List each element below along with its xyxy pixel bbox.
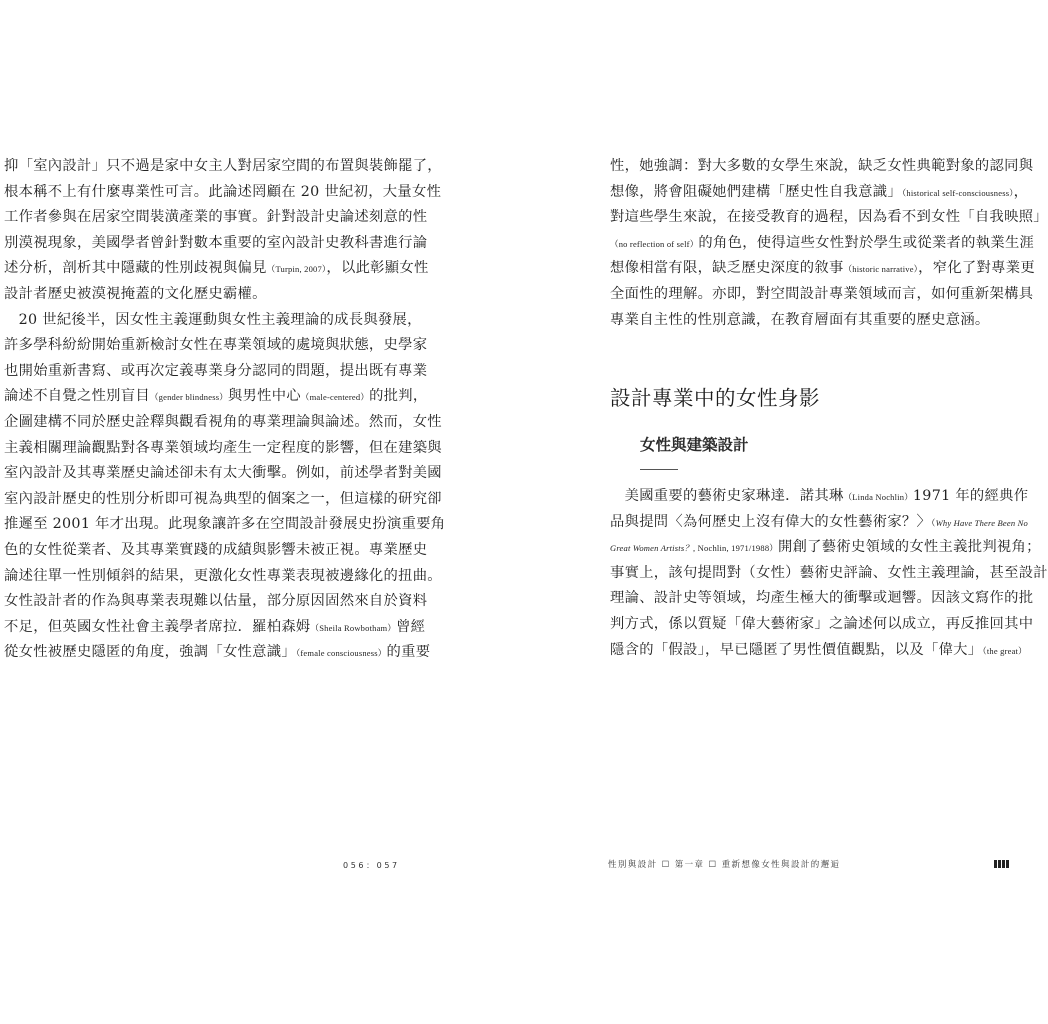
text-line <box>610 231 1035 257</box>
english-term: （no reflection of self） <box>610 238 699 249</box>
english-term: （Sheila Rowbotham） <box>310 622 397 633</box>
text-run: 開創了藝術史領域的女性主義批判視角； <box>777 539 1041 556</box>
english-term: （female consciousness） <box>295 648 387 659</box>
right-body-text-top <box>610 154 1048 333</box>
text-line <box>610 484 1048 510</box>
text-run: ，以此彰顯女性 <box>326 260 429 277</box>
text-line: 專業自主性的性別意識，在教育層面有其重要的歷史意涵。 <box>610 311 990 328</box>
text-line: 根本稱不上有什麼專業性可言。此論述罔顧在 20 世紀初，大量女性 <box>4 183 442 200</box>
english-term: （male-centered） <box>300 392 370 403</box>
text-line: 別漠視現象，美國學者曾針對數本重要的室內設計史教科書進行論 <box>4 234 428 251</box>
text-line <box>610 535 1048 561</box>
sub-title: 女性與建築設計 <box>640 436 749 454</box>
text-run: 想像，將會阻礙她們建構「歷史性自我意識」 <box>610 183 902 200</box>
english-term: （Linda Nochlin） <box>843 492 913 502</box>
text-line <box>4 256 429 282</box>
page-number: 056：057 <box>343 861 400 870</box>
subtitle-rule <box>640 469 678 470</box>
section-title: 設計專業中的女性身影 <box>610 386 820 410</box>
text-run: 品與提問〈為何歷史上沒有偉大的女性藝術家？〉 <box>610 513 932 530</box>
left-body-text <box>4 154 446 666</box>
english-term: （the great） <box>982 645 1027 656</box>
text-line: 許多學科紛紛開始重新檢討女性在專業領域的處境與狀態，史學家 <box>4 337 428 354</box>
text-line: 對這些學生來說，在接受教育的過程，因為看不到女性「自我映照」 <box>610 209 1048 226</box>
english-term: （gender blindness） <box>149 392 228 403</box>
citation-title: Why Have There Been No <box>935 517 1028 528</box>
text-run: 1971 年的經典作 <box>912 488 1029 504</box>
text-line: 也開始重新書寫、或再次定義專業身分認同的問題，提出既有專業 <box>4 362 428 379</box>
english-term: （historical self-consciousness） <box>901 187 1014 198</box>
text-line: 抑「室內設計」只不過是家中女主人對居家空間的布置與裝飾罷了， <box>4 158 442 174</box>
citation: （Turpin, 2007） <box>266 264 327 275</box>
text-run: 的角色，使得這些女性對於學生或從業者的執業生涯 <box>698 234 1035 251</box>
text-line <box>4 384 428 410</box>
text-line <box>610 256 1035 282</box>
text-line: 推遲至 2001 年才出現。此現象讓許多在空間設計發展史扮演重要角 <box>4 516 446 533</box>
text-line: 全面性的理解。亦即，對空間設計專業領域而言，如何重新架構具 <box>610 285 1034 302</box>
text-line: 20 世紀後半，因女性主義運動與女性主義理論的成長與發展， <box>4 311 422 328</box>
right-body-text-bottom <box>610 484 1048 663</box>
text-line: 女性設計者的作為與專業表現難以估量，部分原因固然來自於資料 <box>4 593 428 610</box>
text-run: 想像相當有限，缺乏歷史深度的敘事 <box>610 260 844 277</box>
text-line: 工作者參與在居家空間裝潢產業的事實。針對設計史論述刻意的性 <box>4 209 428 226</box>
text-run: 的重要 <box>386 644 431 661</box>
text-run: 美國重要的藝術史家琳達．諾其琳 <box>610 488 844 504</box>
text-line: 室內設計及其專業歷史論述卻未有太大衝擊。例如，前述學者對美國 <box>4 465 442 482</box>
text-run: 論述不自覺之性別盲目 <box>4 388 150 405</box>
text-line: 室內設計歷史的性別分析即可視為典型的個案之一，但這樣的研究卻 <box>4 490 442 507</box>
text-run: 隱含的「假設」，早已隱匿了男性價值觀點，以及「偉大」 <box>610 641 983 658</box>
text-line: 性，她強調：對大多數的女學生來說，缺乏女性典範對象的認同與 <box>610 158 1034 174</box>
citation: （ <box>931 517 936 528</box>
text-line: 主義相關理論觀點對各專業領域均產生一定程度的影響，但在建築與 <box>4 439 442 456</box>
text-line: 企圖建構不同於歷史詮釋與觀看視角的專業理論與論述。然而，女性 <box>4 413 442 430</box>
text-line: 設計者歷史被漠視掩蓋的文化歷史霸權。 <box>4 285 267 302</box>
text-line <box>610 638 1048 664</box>
text-run: 從女性被歷史隱匿的角度，強調「女性意識」 <box>4 644 296 661</box>
text-line <box>610 510 1048 536</box>
text-line <box>610 180 1029 206</box>
text-line: 理論、設計史等領域，均產生極大的衝擊或迴響。因該文寫作的批 <box>610 590 1034 607</box>
english-term: （historic narrative） <box>843 264 919 275</box>
text-line <box>4 615 426 641</box>
text-run: 與男性中心 <box>227 388 301 405</box>
right-page <box>512 0 1048 1024</box>
text-run: ，窄化了對專業更 <box>918 260 1035 277</box>
left-page <box>0 0 512 1024</box>
text-run: 的批判， <box>369 388 428 405</box>
text-run: 不足，但英國女性社會主義學者席拉．羅柏森姆 <box>4 618 311 635</box>
citation-title: Great Women Artists？ <box>610 543 694 554</box>
text-run: 曾經 <box>396 618 426 635</box>
text-line: 事實上，該句提問對（女性）藝術史評論、女性主義理論，甚至設計 <box>610 564 1048 581</box>
citation: , Nochlin, 1971/1988） <box>693 543 778 554</box>
chapter-marker-icon <box>994 860 1012 868</box>
text-line: 論述往單一性別傾斜的結果，更激化女性專業表現被邊緣化的扭曲。 <box>4 567 442 584</box>
text-run: ， <box>1013 183 1029 200</box>
text-run: 述分析，剖析其中隱藏的性別歧視與偏見 <box>4 260 267 277</box>
text-line: 判方式，係以質疑「偉大藝術家」之論述何以成立，再反推回其中 <box>610 615 1034 632</box>
text-line: 色的女性從業者、及其專業實踐的成績與影響未被正視。專業歷史 <box>4 541 428 558</box>
running-head: 性別與設計 ☐ 第一章 ☐ 重新想像女性與設計的邂逅 <box>608 860 841 870</box>
text-line <box>4 640 431 666</box>
